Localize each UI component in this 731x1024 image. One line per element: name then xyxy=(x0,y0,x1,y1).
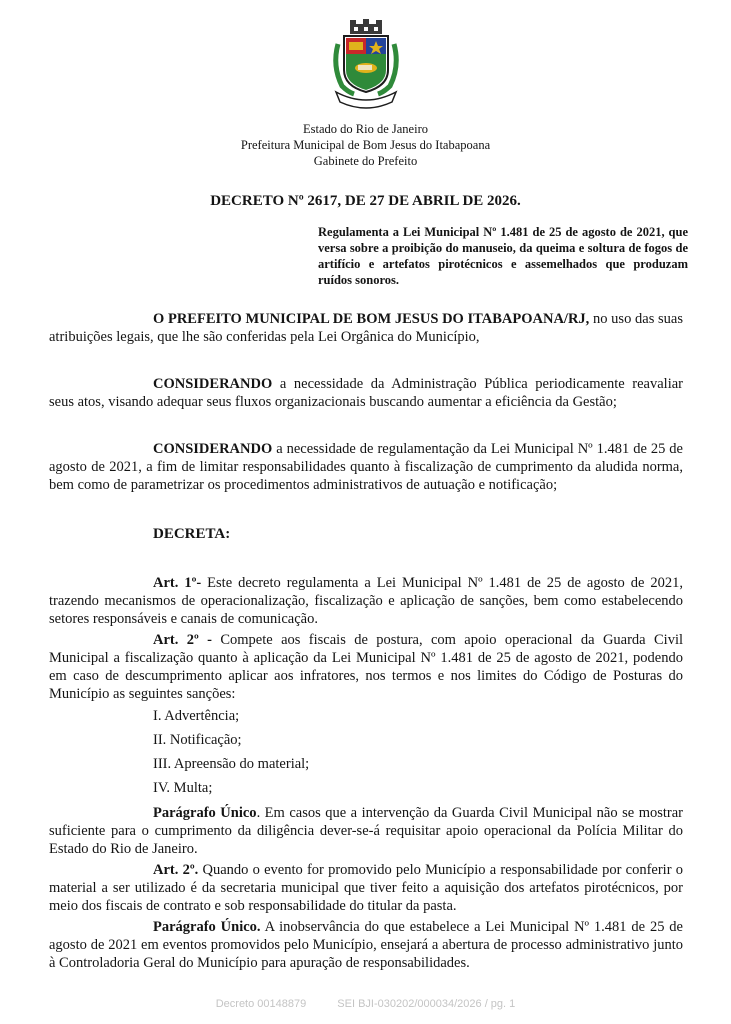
article-1 xyxy=(49,574,683,628)
document-number: Decreto 00148879 xyxy=(215,998,307,1010)
article-3-lead: Art. 2º. xyxy=(153,862,199,878)
page-footer xyxy=(0,998,731,1010)
article-2-text: Compete aos fiscais de postura, com apoio operacional da Guarda Civil Municipal a fiscalização quanto à aplicação da Lei Municipal Nº 1.481 de 25 de agosto de 2021, podendo em caso de descumprimento aplicar aos infratores, nos termos e nos limites do Código de Posturas do Município as seguintes sanções: xyxy=(49,632,683,702)
municipal-coat-of-arms xyxy=(328,18,404,110)
decree-summary: Regulamenta a Lei Municipal Nº 1.481 de 25 de agosto de 2021, que versa sobre a proibição do manuseio, da queima e soltura de fogos de artifício e artefatos pirotécnicos e assemelhados que produzam ruídos sonoros. xyxy=(318,225,688,287)
preamble-text: no uso das suas atribuições legais, que lhe são conferidas pela Lei Orgânica do Município, xyxy=(49,311,683,345)
sanction-item: III. Apreensão do material; xyxy=(153,756,310,772)
city-hall-name: Prefeitura Municipal de Bom Jesus do Itabapoana xyxy=(240,138,491,152)
sole-paragraph-1-text: . Em casos que a intervenção da Guarda Civil Municipal não se mostrar suficiente para o cumprimento da diligência dever-se-á requisitar apoio operacional da Polícia Militar do Estado do Rio de Janeiro. xyxy=(49,805,683,857)
sole-paragraph-2 xyxy=(49,918,683,972)
considering-text-2: a necessidade de regulamentação da Lei Municipal Nº 1.481 de 25 de agosto de 2021, a fim de limitar responsabilidades quanto à fiscalização de cumprimento da aludida norma, bem como de parametrizar os procedimentos administrativos de autuação e notificação; xyxy=(49,441,683,493)
preamble-lead: O PREFEITO MUNICIPAL DE BOM JESUS DO ITABAPOANA/RJ, xyxy=(153,311,590,327)
article-2-lead: Art. 2º - xyxy=(153,632,212,648)
considering-lead-1: CONSIDERANDO xyxy=(153,376,273,392)
preamble-paragraph xyxy=(49,310,683,346)
sole-paragraph-1 xyxy=(49,804,683,858)
sole-paragraph-1-lead: Parágrafo Único xyxy=(153,805,257,821)
article-1-text: Este decreto regulamenta a Lei Municipal Nº 1.481 de 25 de agosto de 2021, trazendo mecanismos de operacionalização, fiscalização e aplicação de sanções, bem como estabelecendo setores responsáveis e canais de comunicação. xyxy=(49,575,683,627)
sanction-item: II. Notificação; xyxy=(153,732,242,748)
article-1-lead: Art. 1º- xyxy=(153,575,202,591)
sei-process-number: SEI BJI-030202/000034/2026 / pg. 1 xyxy=(337,998,516,1010)
letterhead xyxy=(150,121,581,169)
sole-paragraph-2-lead: Parágrafo Único. xyxy=(153,919,261,935)
decree-title: DECRETO Nº 2617, DE 27 DE ABRIL DE 2026. xyxy=(210,193,521,209)
sanction-item: IV. Multa; xyxy=(153,780,213,796)
coat-of-arms-icon xyxy=(328,18,404,110)
office-name: Gabinete do Prefeito xyxy=(313,154,418,168)
sanction-item: I. Advertência; xyxy=(153,708,240,724)
considering-paragraph-1 xyxy=(49,375,683,411)
considering-paragraph-2 xyxy=(49,440,683,494)
article-3 xyxy=(49,861,683,915)
sole-paragraph-2-text: A inobservância do que estabelece a Lei Municipal Nº 1.481 de 25 de agosto de 2021 em eventos promovidos pelo Município, ensejará a abertura de processo administrativo junto à Controladoria Geral do Município para apuração de responsabilidades. xyxy=(49,919,683,971)
considering-lead-2: CONSIDERANDO xyxy=(153,441,273,457)
article-2 xyxy=(49,631,683,703)
article-3-text: Quando o evento for promovido pelo Município a responsabilidade por conferir o material a ser utilizado é da secretaria municipal que tiver feito a aquisição dos artefatos pirotécnicos, por meio dos fiscais de contrato e sob responsabilidade do titular da pasta. xyxy=(49,862,683,914)
considering-text-1: a necessidade da Administração Pública periodicamente reavaliar seus atos, visando adequar seus fluxos organizacionais buscando aumentar a eficiência da Gestão; xyxy=(49,376,683,410)
state-name: Estado do Rio de Janeiro xyxy=(303,122,428,136)
decree-heading: DECRETA: xyxy=(153,526,231,542)
